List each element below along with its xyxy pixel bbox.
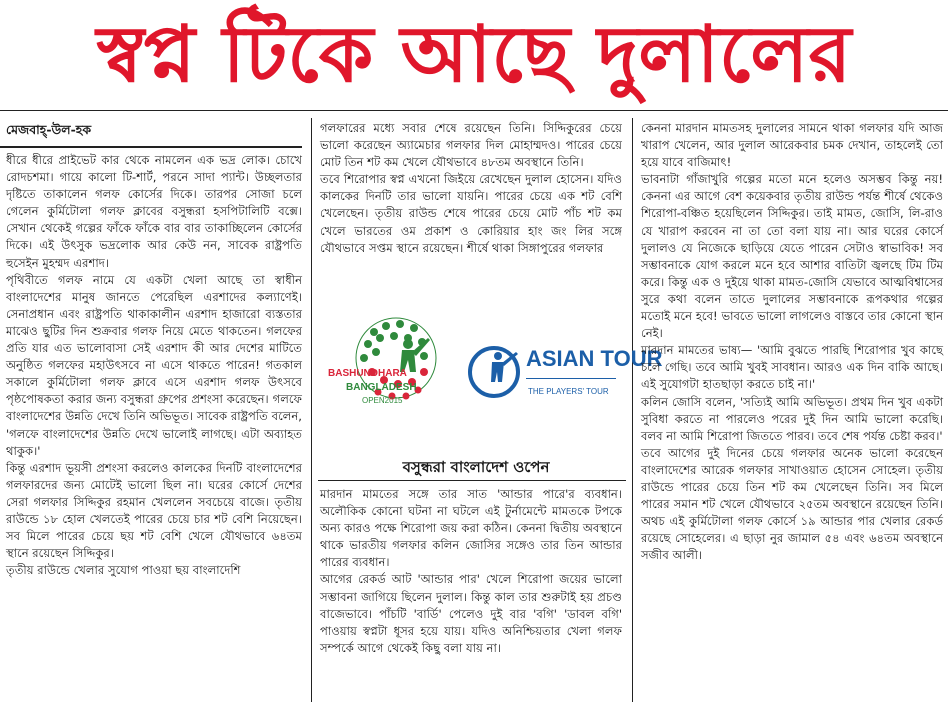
paragraph: কলিন জোসি বলেন, 'সত্যিই আমি অভিভূত। প্রথম দিন খুব একটা সুবিধা করতে না পারলেও পরের দুই দিন আমি ভালো করেছি। বলব না আমি শিরোপা জিততে পারব। তবে শেষ পর্যন্ত চেষ্টা করব।' — [641, 394, 943, 443]
tournament-logos — [316, 310, 663, 450]
paragraph: গলফারের মধ্যে সবার শেষে রয়েছেন তিনি। সিদ্দিকুরের চেয়ে ভালো করেছেন অ্যামেচার গলফার দিল মোহাম্মদও। পারের চেয়ে মোট তিন শট কম খেলে যৌথভাবে ৪৮তম অবস্থানে তিনি। — [320, 121, 622, 170]
paragraph: কিন্তু এরশাদ ভূয়সী প্রশংসা করলেও কালকের দিনটি বাংলাদেশের গলফারদের জন্য মোটেই ভালো ছিল না। ঘরের কোর্সে দেশের সেরা গলফার সিদ্দিকুর রহমান খেললেন সবচেয়ে বাজে। তৃতীয় রাউন্ডে ১৮ হোল খেলতেই পারের চেয়ে চার শট বেশি নিয়েছেন। সব মিলে পারের চেয়ে ছয় শট বেশি খেলে যৌথভাবে ৬৪তম স্থানে রয়েছেন সিদ্দিকুর। — [6, 460, 302, 561]
headline: স্বপ্ন টিকে আছে দুলালের — [96, 10, 852, 100]
photo-caption: বসুন্ধরা বাংলাদেশ ওপেন — [402, 458, 550, 476]
logo-text-bashundhara: BASHUNDHARA — [328, 368, 407, 379]
caption-rule — [318, 480, 626, 481]
paragraph: ভাবনাটা গাঁজাখুরি গল্পের মতো মনে হলেও অসম্ভব কিন্তু নয়! কেননা এর আগে বেশ কয়েকবার তৃতীয় রাউন্ড পর্যন্ত শীর্ষে থেকেও শিরোপা-বঞ্চিত হয়েছিলেন সিদ্দিকুর। তাই মামত, জোসি, লি-রাও যে খারাপ করবেন না তা তো বলা যায় না। আর ঘরের কোর্সে দুলালও যে নিজেকে ছাড়িয়ে যেতে পারেন সেটাও স্বাভাবিক! সব সম্ভাবনাকে যোগ করলে মনে হবে আশার বাতিটা জ্বলছে টিম টিম করে। কিন্তু এক ও দুইয়ে থাকা মামত-জোসি যেভাবে আত্মবিশ্বাসের সুরে কথা বলেন তাতে দুলালের সম্ভাবনাকে রূপকথার গল্পের মতোই মনে হবে! ভাবতে ভালো লাগলেও বাস্তবে তার কোনো স্থান নেই। — [641, 172, 943, 341]
headline-divider — [0, 110, 948, 111]
paragraph: মারদান মামতের সঙ্গে তার সাত 'আন্ডার পারে'র ব্যবধান। অলৌকিক কোনো ঘটনা না ঘটলে এই টুর্নামেন্টে মামতকে টপকে অন্য কারও পক্ষে শিরোপা জয় করা কঠিন। কেননা দ্বিতীয় অবস্থানে থাকে ভারতীয় গলফার কলিন জোসির সঙ্গেও তার তিন আন্ডার পারের ব্যবধান। — [320, 487, 622, 570]
article-column-1 — [6, 152, 302, 700]
article-column-2-bottom — [320, 486, 622, 700]
logo-text-open2015: OPEN2015 — [362, 396, 403, 405]
column-divider-1 — [311, 118, 312, 702]
paragraph: তবে শিরোপার স্বপ্ন এখনো জিইয়ে রেখেছেন দুলাল হোসেন। যদিও কালকের দিনটি তার ভালো যায়নি। পারের চেয়ে এক শট বেশি খেলেছেন। তৃতীয় রাউন্ড শেষে পারের চেয়ে মোট পাঁচ শট কম খেলে ভারতের ওম প্রকাশ ও কোরিয়ার হাং জং লির সঙ্গে যৌথভাবে সপ্তম স্থানে রয়েছেন। শীর্ষে থাকা সিঙ্গাপুরের গলফার — [320, 172, 622, 255]
paragraph: পৃথিবীতে গলফ নামে যে একটা খেলা আছে তা স্বাধীন বাংলাদেশের মানুষ জানতে পেরেছিল এরশাদের কল্যাণেই। সেনাপ্রধান এবং রাষ্ট্রপতি থাকাকালীন এরশাদ হাজারো ব্যস্ততার মাঝেও ছুটির দিন শুক্রবার গলফ নিয়ে মেতে থাকতেন। গলফের প্রতি যার এত ভালোবাসা সেই এরশাদ কী আর দেশের মাটিতে অনুষ্ঠিত গলফের মহাউৎসবে না এসে থাকতে পারেন! গতকাল সকালে কুর্মিটোলা গলফ ক্লাবে এসে এরশাদ গলফ উৎসবে পৃষ্ঠপোষকতা করার জন্য বসুন্ধরা গ্রুপের প্রশংসা করেছেন। গলফে বাংলাদেশের উন্নতি দেখে তিনি অভিভূত। সাবেক রাষ্ট্রপতি বলেন, 'গলফে বাংলাদেশের উন্নতি দেখে ভালোই লাগছে। এটা অব্যাহত থাকুক।' — [6, 272, 302, 458]
players-tour-text: THE PLAYERS' TOUR — [528, 387, 609, 396]
asian-tour-logo — [470, 346, 663, 396]
article-column-3 — [641, 120, 943, 700]
paragraph: তৃতীয় রাউন্ডে খেলার সুযোগ পাওয়া ছয় বাংলাদেশি — [6, 563, 241, 578]
bashundhara-open-logo — [316, 310, 663, 450]
paragraph: আগের রেকর্ড আট 'আন্ডার পার' খেলে শিরোপা জয়ের ভালো সম্ভাবনা জাগিয়ে ছিলেন দুলাল। কিন্তু কাল তার শুরুটাই হয় প্রচণ্ড বাজেভাবে। পাঁচটি 'বার্ডি' পেলেও দুই বার 'বগি' 'ডাবল বগি' পাওয়ায় স্বপ্নটা ধূসর হয়ে যায়। যদিও অনিশ্চিয়তার খেলা গলফ সম্পর্কে আগে থেকেই কিছু বলা যায় না। — [320, 572, 622, 655]
byline-rule — [0, 146, 302, 148]
paragraph: কেননা মারদান মামতসহ দুলালের সামনে থাকা গলফার যদি আজ খারাপ খেলেন, আর দুলাল আরেকবার চমক দেখান, তাহলেই তো হয়ে যাবে বাজিমাৎ! — [641, 121, 943, 170]
asian-tour-text: ASIAN TOUR — [526, 346, 663, 371]
golfer-icon — [491, 352, 518, 382]
paragraph: মারদান মামতের ভাষ্য— 'আমি বুঝতে পারছি শিরোপার খুব কাছে চলে গেছি। তবে আমি খুবই সাবধান। আরও এক দিন বাকি আছে। এই সুযোগটা হাতছাড়া করতে চাই না।' — [641, 343, 943, 392]
paragraph: ধীরে ধীরে প্রাইভেট কার থেকে নামলেন এক ভদ্র লোক। চোখে রোদচশমা। গায়ে কালো টি-শার্ট, পরনে সাদা প্যান্ট। উচ্ছলতার দৃষ্টিতে তাকালেন গলফ কোর্সের দিকে। তারপর সোজা চলে গেলেন কুর্মিটোলা গলফ ক্লাবের বসুন্ধরা হসপিটালিটি বক্সে। সেখান থেকেই গল্পের ফাঁকে ফাঁকে বার বার তাকাচ্ছিলেন কোর্সের দিকে। এই উৎসুক ভদ্রলোক আর কেউ নন, সাবেক রাষ্ট্রপতি হুসেইন মুহম্মদ এরশাদ। — [6, 153, 302, 270]
byline: মেজবাহ্-উল-হক — [6, 122, 92, 137]
logo-text-bangladesh: BANGLADESH — [346, 382, 417, 393]
article-column-2-top — [320, 120, 622, 310]
paragraph: তবে আগের দুই দিনের চেয়ে গলফার অনেক ভালো করেছেন বাংলাদেশের আরেক গলফার সাখাওয়াত হোসেন সোহেল। তৃতীয় রাউন্ডে পারের চেয়ে তিন শট কম খেলেছেন তিনি। সব মিলে পারের সমান শট খেলে যৌথভাবে ২৫তম অবস্থানে রয়েছেন তিনি। অথচ এই কুর্মিটোলা গলফ কোর্সে ১৯ আন্ডার পার খেলার রেকর্ড রয়েছে সোহেলের। এ ছাড়া নুর জামাল ৫৪ এবং ৬৪তম অবস্থানে সজীব আলী। — [641, 445, 943, 563]
column-divider-2 — [632, 118, 633, 702]
